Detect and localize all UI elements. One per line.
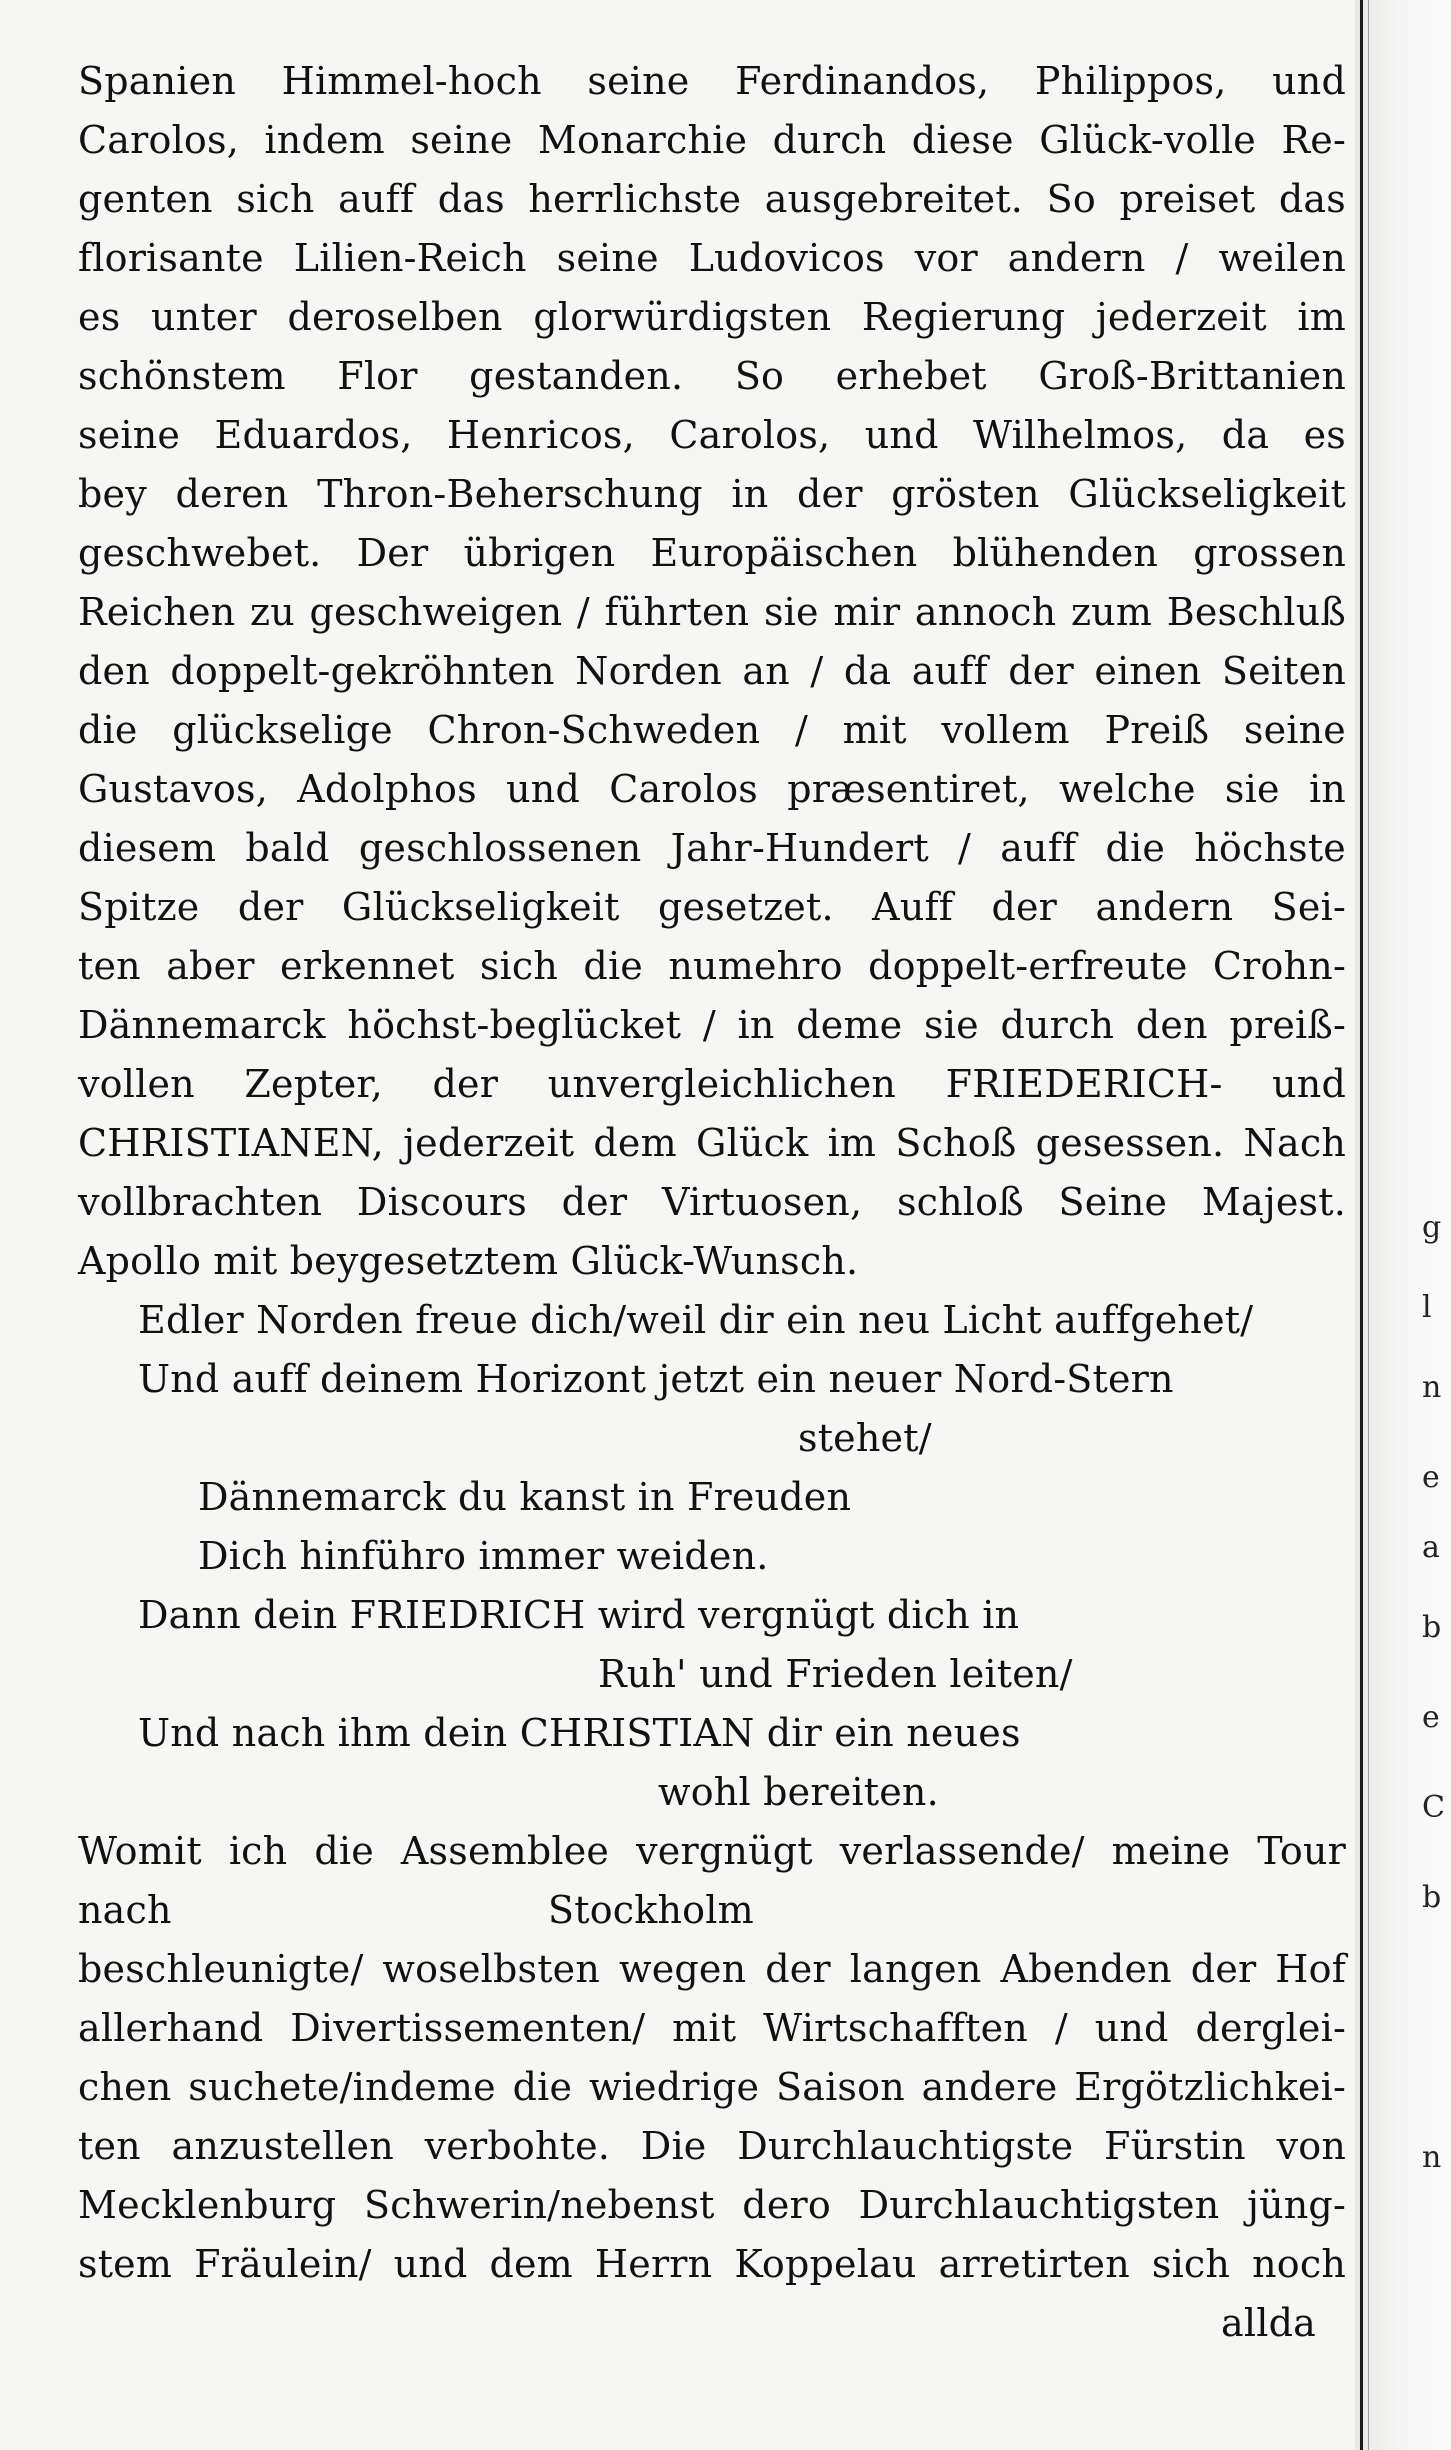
- text-line: Mecklenburg Schwerin/nebenst dero Durchlauchtigsten jüng-: [78, 2183, 1346, 2227]
- margin-letter: g: [1422, 1210, 1442, 1245]
- margin-letter: b: [1422, 1880, 1442, 1915]
- margin-letter: b: [1422, 1610, 1442, 1645]
- verse-line: wohl bereiten.: [658, 1770, 939, 1814]
- verse-line: Dann dein FRIEDRICH wird vergnügt dich in: [138, 1593, 1020, 1637]
- text-line: Apollo mit beygesetztem Glück-Wunsch.: [78, 1239, 859, 1283]
- text-line: Spanien Himmel-hoch seine Ferdinandos, Philippos, und: [78, 59, 1346, 103]
- text-line: Womit ich die Assemblee vergnügt verlassende/ meine Tour: [78, 1829, 1346, 1873]
- margin-letter: n: [1422, 2140, 1442, 2175]
- text-line: Reichen zu geschweigen / führten sie mir annoch zum Beschluß: [78, 590, 1346, 634]
- text-line: beschleunigte/ woselbsten wegen der langen Abenden der Hof: [78, 1947, 1346, 1991]
- text-line: Gustavos, Adolphos und Carolos præsentiret, welche sie in: [78, 767, 1346, 811]
- text-word: nach: [78, 1888, 172, 1932]
- text-line: diesem bald geschlossenen Jahr-Hundert / auff die höchste: [78, 826, 1346, 870]
- text-line: genten sich auff das herrlichste ausgebreitet. So preiset das: [78, 177, 1346, 221]
- facing-page-edge: [1422, 0, 1451, 2450]
- text-line: schönstem Flor gestanden. So erhebet Groß-Brittanien: [78, 354, 1346, 398]
- text-line: die glückselige Chron-Schweden / mit vollem Preiß seine: [78, 708, 1346, 752]
- verse-line: Ruh' und Frieden leiten/: [598, 1652, 1073, 1696]
- text-line: Dännemarck höchst-beglücket / in deme sie durch den preiß-: [78, 1003, 1346, 1047]
- text-line: es unter deroselben glorwürdigsten Regierung jederzeit im: [78, 295, 1346, 339]
- body-text: [78, 52, 1346, 2353]
- text-line: florisante Lilien-Reich seine Ludovicos vor andern / weilen: [78, 236, 1346, 280]
- text-line: ten aber erkennet sich die numehro doppelt-erfreute Crohn-: [78, 944, 1346, 988]
- margin-letter: l: [1422, 1290, 1432, 1325]
- text-line: bey deren Thron-Beherschung in der grösten Glückseligkeit: [78, 472, 1346, 516]
- text-line: den doppelt-gekröhnten Norden an / da auff der einen Seiten: [78, 649, 1346, 693]
- margin-letter: C: [1422, 1790, 1445, 1825]
- verse-line: Und auff deinem Horizont jetzt ein neuer Nord-Stern: [138, 1357, 1174, 1401]
- margin-letter: e: [1422, 1700, 1440, 1735]
- text-line: ten anzustellen verbohte. Die Durchlauchtigste Fürstin von: [78, 2124, 1346, 2168]
- text-line: stem Fräulein/ und dem Herrn Koppelau arretirten sich noch: [78, 2242, 1346, 2286]
- gutter-edge-shadow: [1368, 0, 1369, 2450]
- gutter-edge: [1360, 0, 1363, 2450]
- text-line: vollbrachten Discours der Virtuosen, schloß Seine Majest.: [78, 1180, 1346, 1224]
- verse-line: stehet/: [798, 1416, 932, 1460]
- text-line: vollen Zepter, der unvergleichlichen FRIEDERICH- und: [78, 1062, 1346, 1106]
- text-line: Spitze der Glückseligkeit gesetzet. Auff der andern Sei-: [78, 885, 1346, 929]
- margin-letter: n: [1422, 1370, 1442, 1405]
- text-line: allerhand Divertissementen/ mit Wirtschafften / und derglei-: [78, 2006, 1346, 2050]
- text-line: seine Eduardos, Henricos, Carolos, und Wilhelmos, da es: [78, 413, 1346, 457]
- verse-line: Edler Norden freue dich/weil dir ein neu Licht auffgehet/: [138, 1298, 1254, 1342]
- verse-line: Dich hinführo immer weiden.: [198, 1534, 769, 1578]
- verse-line: Und nach ihm dein CHRISTIAN dir ein neues: [138, 1711, 1021, 1755]
- margin-letter: e: [1422, 1460, 1440, 1495]
- text-line: geschwebet. Der übrigen Europäischen blühenden grossen: [78, 531, 1346, 575]
- city-heading-line: [78, 1881, 1346, 1940]
- verse-line: Dännemarck du kanst in Freuden: [198, 1475, 852, 1519]
- text-line: CHRISTIANEN, jederzeit dem Glück im Schoß gesessen. Nach: [78, 1121, 1346, 1165]
- text-line: chen suchete/indeme die wiedrige Saison andere Ergötzlichkei-: [78, 2065, 1346, 2109]
- text-line: Carolos, indem seine Monarchie durch diese Glück-volle Re-: [78, 118, 1346, 162]
- city-heading: Stockholm: [548, 1888, 754, 1932]
- catchword: allda: [1221, 2301, 1316, 2345]
- margin-letter: a: [1422, 1530, 1440, 1565]
